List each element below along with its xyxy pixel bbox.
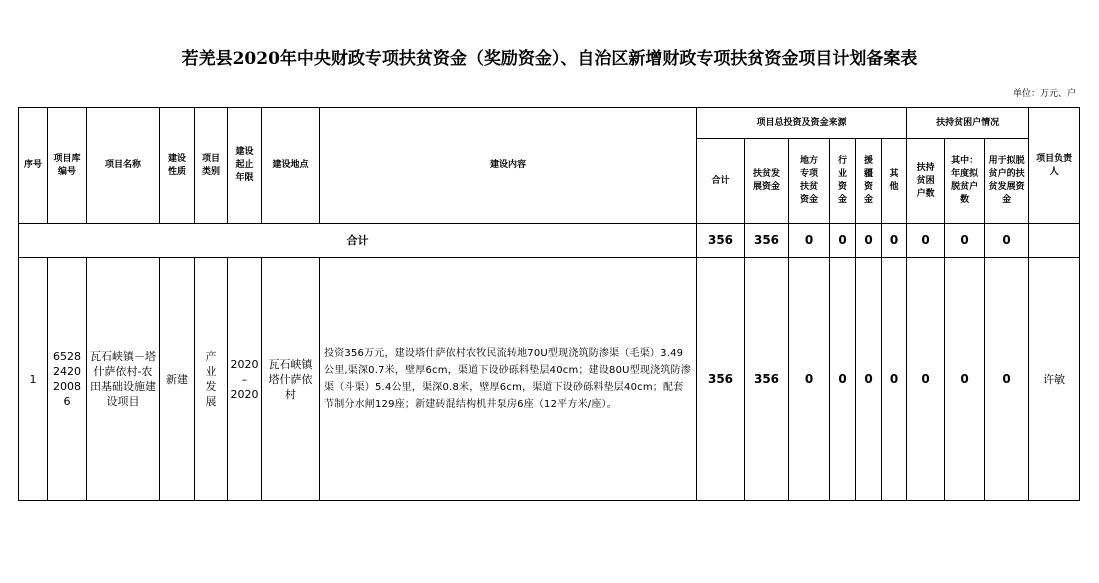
header-owner: 项目负责人	[1029, 108, 1080, 224]
header-nature: 建设性质	[160, 108, 195, 224]
header-households: 扶持贫困户数	[907, 139, 945, 224]
header-code: 项目库编号	[48, 108, 87, 224]
row-seq: 1	[19, 258, 48, 501]
row-industry: 0	[830, 258, 856, 501]
row-fupin: 356	[745, 258, 789, 501]
row-households: 0	[907, 258, 945, 501]
row-code: 65282420 20086	[48, 258, 87, 501]
header-period: 建设起止年限	[228, 108, 262, 224]
row-category: 产业发展	[195, 258, 228, 501]
row-escape-fund: 0	[985, 258, 1029, 501]
header-invest-group: 项目总投资及资金来源	[697, 108, 907, 139]
summary-owner	[1029, 224, 1080, 258]
row-location: 瓦石峡镇塔什萨依村	[262, 258, 320, 501]
row-aid: 0	[856, 258, 882, 501]
row-other: 0	[882, 258, 907, 501]
row-total: 356	[697, 258, 745, 501]
table-row	[19, 258, 1080, 501]
page-title: 若羌县2020年中央财政专项扶贫资金（奖励资金）、自治区新增财政专项扶贫资金项目计划备案表	[181, 49, 918, 69]
summary-industry: 0	[830, 224, 856, 258]
summary-total: 356	[697, 224, 745, 258]
summary-row	[19, 224, 1080, 258]
header-name: 项目名称	[87, 108, 160, 224]
row-nature: 新建	[160, 258, 195, 501]
row-period-start: 2020	[230, 357, 259, 371]
summary-other: 0	[882, 224, 907, 258]
summary-escape-fund: 0	[985, 224, 1029, 258]
header-row-1	[19, 108, 1080, 139]
summary-label: 合计	[19, 224, 697, 258]
header-location: 建设地点	[262, 108, 320, 224]
header-category: 项目类别	[195, 108, 228, 224]
header-other: 其他	[882, 139, 907, 224]
summary-households: 0	[907, 224, 945, 258]
header-aid: 援疆资金	[856, 139, 882, 224]
row-owner: 许敏	[1029, 258, 1080, 501]
row-period-end: 2020	[230, 387, 259, 401]
header-industry: 行业资金	[830, 139, 856, 224]
header-fupin: 扶贫发展资金	[745, 139, 789, 224]
summary-escape: 0	[945, 224, 985, 258]
row-local: 0	[789, 258, 830, 501]
unit-label: 单位：万元、户	[1012, 89, 1076, 99]
header-poverty-group: 扶持贫困户情况	[907, 108, 1029, 139]
row-period-dash: –	[241, 372, 248, 386]
project-table	[18, 107, 1080, 501]
row-escape: 0	[945, 258, 985, 501]
row-name: 瓦石峡镇－塔什萨依村-农田基础设施建设项目	[87, 258, 160, 501]
summary-local: 0	[789, 224, 830, 258]
summary-aid: 0	[856, 224, 882, 258]
header-seq: 序号	[19, 108, 48, 224]
header-escape-fund: 用于拟脱贫户的扶贫发展资金	[985, 139, 1029, 224]
row-period	[228, 258, 262, 501]
header-local: 地方专项扶贫资金	[789, 139, 830, 224]
header-total: 合计	[697, 139, 745, 224]
row-content: 投资356万元，建设塔什萨依村农牧民流转地70U型现浇筑防渗渠（毛渠）3.49公里,渠深0.7米，壁厚6cm，渠道下设砂砾料垫层40cm；建设80U型现浇筑防渗渠（斗渠）5.4公里，渠深0.8米，壁厚6cm，渠道下设砂砾料垫层40cm；配套节制分水闸129座；新建砖混结构机井泵房6座（12平方米/座）。	[320, 258, 697, 501]
header-escape: 其中：年度拟脱贫户数	[945, 139, 985, 224]
summary-fupin: 356	[745, 224, 789, 258]
header-content: 建设内容	[320, 108, 697, 224]
